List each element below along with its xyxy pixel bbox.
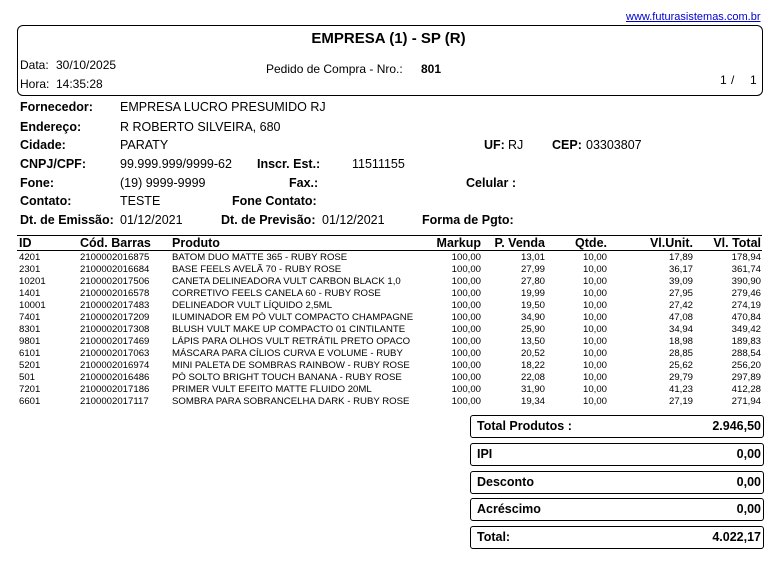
table-header-rule bbox=[17, 250, 762, 251]
cell-barcode: 2100002017506 bbox=[80, 276, 150, 287]
previsao-value: 01/12/2021 bbox=[322, 213, 385, 227]
cell-markup: 100,00 bbox=[451, 288, 481, 299]
ipi-box bbox=[470, 443, 764, 466]
cell-unit-value: 27,42 bbox=[668, 300, 693, 311]
cell-product: PRIMER VULT EFEITO MATTE FLUIDO 20ML bbox=[172, 384, 372, 395]
cell-unit-value: 25,62 bbox=[668, 360, 693, 371]
fornecedor-value: EMPRESA LUCRO PRESUMIDO RJ bbox=[120, 100, 326, 114]
fone-label: Fone: bbox=[20, 176, 55, 190]
cell-unit-value: 36,17 bbox=[668, 264, 693, 275]
cell-barcode: 2100002017469 bbox=[80, 336, 150, 347]
cell-sale-price: 34,90 bbox=[520, 312, 545, 323]
cell-barcode: 2100002017186 bbox=[80, 384, 150, 395]
cell-barcode: 2100002017209 bbox=[80, 312, 150, 323]
table-row bbox=[0, 252, 777, 264]
order-label: Pedido de Compra - Nro.: bbox=[266, 62, 403, 76]
cell-sale-price: 13,50 bbox=[520, 336, 545, 347]
cell-unit-value: 41,23 bbox=[668, 384, 693, 395]
fone-value: (19) 9999-9999 bbox=[120, 176, 206, 190]
cell-unit-value: 18,98 bbox=[668, 336, 693, 347]
total-geral-value: 4.022,17 bbox=[712, 530, 761, 544]
cell-sale-price: 31,90 bbox=[520, 384, 545, 395]
cell-id: 2301 bbox=[19, 264, 41, 275]
cell-id: 7401 bbox=[19, 312, 41, 323]
cell-total-value: 288,54 bbox=[731, 348, 761, 359]
cell-total-value: 178,94 bbox=[731, 252, 761, 263]
table-row bbox=[0, 288, 777, 300]
cell-total-value: 470,84 bbox=[731, 312, 761, 323]
cell-total-value: 390,90 bbox=[731, 276, 761, 287]
cell-unit-value: 47,08 bbox=[668, 312, 693, 323]
cell-markup: 100,00 bbox=[451, 384, 481, 395]
cell-qty: 10,00 bbox=[582, 252, 607, 263]
endereco-label: Endereço: bbox=[20, 120, 82, 134]
cell-id: 6101 bbox=[19, 348, 41, 359]
cell-qty: 10,00 bbox=[582, 324, 607, 335]
cell-barcode: 2100002016578 bbox=[80, 288, 150, 299]
cell-id: 10201 bbox=[19, 276, 46, 287]
time-value: 14:35:28 bbox=[56, 77, 103, 91]
uf-label: UF: bbox=[484, 138, 505, 152]
cell-unit-value: 34,94 bbox=[668, 324, 693, 335]
celular-label: Celular : bbox=[466, 176, 517, 190]
cell-qty: 10,00 bbox=[582, 300, 607, 311]
cell-barcode: 2100002016974 bbox=[80, 360, 150, 371]
cell-unit-value: 17,89 bbox=[668, 252, 693, 263]
cell-qty: 10,00 bbox=[582, 288, 607, 299]
cell-barcode: 2100002017483 bbox=[80, 300, 150, 311]
cell-total-value: 189,83 bbox=[731, 336, 761, 347]
cell-unit-value: 39,09 bbox=[668, 276, 693, 287]
cell-barcode: 2100002017308 bbox=[80, 324, 150, 335]
cell-markup: 100,00 bbox=[451, 348, 481, 359]
cell-product: BASE FEELS AVELÃ 70 - RUBY ROSE bbox=[172, 264, 342, 275]
cell-sale-price: 25,90 bbox=[520, 324, 545, 335]
cnpj-value: 99.999.999/9999-62 bbox=[120, 157, 232, 171]
acrescimo-value: 0,00 bbox=[736, 502, 761, 516]
table-row bbox=[0, 264, 777, 276]
order-number: 801 bbox=[421, 62, 442, 76]
cell-product: ILUMINADOR EM PÓ VULT COMPACTO CHAMPAGNE bbox=[172, 312, 414, 323]
desconto-box bbox=[470, 471, 764, 494]
cell-sale-price: 22,08 bbox=[520, 372, 545, 383]
page-current: 1 bbox=[720, 73, 727, 87]
cell-product: CORRETIVO FEELS CANELA 60 - RUBY ROSE bbox=[172, 288, 381, 299]
cell-barcode: 2100002017117 bbox=[80, 396, 149, 407]
cell-markup: 100,00 bbox=[451, 276, 481, 287]
cell-barcode: 2100002016875 bbox=[80, 252, 150, 263]
fone-contato-label: Fone Contato: bbox=[232, 194, 317, 208]
cell-id: 5201 bbox=[19, 360, 41, 371]
contato-value: TESTE bbox=[120, 194, 161, 208]
cell-markup: 100,00 bbox=[451, 264, 481, 275]
cell-total-value: 256,20 bbox=[731, 360, 761, 371]
inscr-est-value: 11511155 bbox=[352, 157, 405, 171]
cell-total-value: 361,74 bbox=[731, 264, 761, 275]
cell-markup: 100,00 bbox=[451, 372, 481, 383]
cell-product: PÓ SOLTO BRIGHT TOUCH BANANA - RUBY ROSE bbox=[172, 372, 402, 383]
previsao-label: Dt. de Previsão: bbox=[221, 213, 316, 227]
cell-id: 10001 bbox=[19, 300, 46, 311]
ipi-label: IPI bbox=[477, 447, 493, 461]
col-header-product: Produto bbox=[172, 236, 220, 250]
cell-markup: 100,00 bbox=[451, 396, 481, 407]
cell-id: 4201 bbox=[19, 252, 41, 263]
cell-markup: 100,00 bbox=[451, 336, 481, 347]
acrescimo-label: Acréscimo bbox=[477, 502, 541, 516]
emissao-label: Dt. de Emissão: bbox=[20, 213, 114, 227]
page-title: EMPRESA (1) - SP (R) bbox=[311, 30, 466, 47]
cell-unit-value: 27,95 bbox=[668, 288, 693, 299]
cell-unit-value: 27,19 bbox=[668, 396, 693, 407]
cell-markup: 100,00 bbox=[451, 324, 481, 335]
cell-qty: 10,00 bbox=[582, 264, 607, 275]
cidade-label: Cidade: bbox=[20, 138, 66, 152]
inscr-est-label: Inscr. Est.: bbox=[257, 157, 321, 171]
total-geral-label: Total: bbox=[477, 530, 511, 544]
cell-product: MÁSCARA PARA CÍLIOS CURVA E VOLUME - RUBY bbox=[172, 348, 403, 359]
cell-id: 501 bbox=[19, 372, 36, 383]
date-value: 30/10/2025 bbox=[56, 58, 117, 72]
cell-qty: 10,00 bbox=[582, 372, 607, 383]
fornecedor-label: Fornecedor: bbox=[20, 100, 93, 114]
cell-markup: 100,00 bbox=[451, 252, 481, 263]
col-header-sale-price: P. Venda bbox=[494, 236, 545, 250]
cell-sale-price: 27,99 bbox=[520, 264, 545, 275]
cell-sale-price: 18,22 bbox=[520, 360, 545, 371]
col-header-id: ID bbox=[19, 236, 32, 250]
col-header-barcode: Cód. Barras bbox=[80, 236, 151, 250]
forma-pgto-label: Forma de Pgto: bbox=[422, 213, 514, 227]
cell-total-value: 279,46 bbox=[731, 288, 761, 299]
table-row bbox=[0, 336, 777, 348]
cell-sale-price: 19,50 bbox=[520, 300, 545, 311]
table-row bbox=[0, 300, 777, 312]
website-link[interactable]: www.futurasistemas.com.br bbox=[626, 11, 761, 23]
total-geral-box bbox=[470, 526, 764, 549]
total-produtos-value: 2.946,50 bbox=[712, 419, 761, 433]
cell-total-value: 349,42 bbox=[731, 324, 761, 335]
cell-qty: 10,00 bbox=[582, 336, 607, 347]
cell-unit-value: 29,79 bbox=[668, 372, 693, 383]
cell-qty: 10,00 bbox=[582, 384, 607, 395]
cell-total-value: 297,89 bbox=[731, 372, 761, 383]
col-header-qty: Qtde. bbox=[575, 236, 607, 250]
page-total: 1 bbox=[750, 73, 757, 87]
cell-barcode: 2100002016486 bbox=[80, 372, 150, 383]
cell-product: SOMBRA PARA SOBRANCELHA DARK - RUBY ROSE bbox=[172, 396, 410, 407]
col-header-unit-value: Vl.Unit. bbox=[649, 236, 693, 250]
cell-sale-price: 27,80 bbox=[520, 276, 545, 287]
total-produtos-box bbox=[470, 415, 764, 438]
table-row bbox=[0, 276, 777, 288]
table-row bbox=[0, 372, 777, 384]
cell-product: LÁPIS PARA OLHOS VULT RETRÁTIL PRETO OPACO bbox=[172, 336, 411, 347]
cell-total-value: 271,94 bbox=[731, 396, 761, 407]
cep-value: 03303807 bbox=[586, 138, 642, 152]
table-row bbox=[0, 312, 777, 324]
cell-unit-value: 28,85 bbox=[668, 348, 693, 359]
acrescimo-box bbox=[470, 498, 764, 521]
cell-qty: 10,00 bbox=[582, 348, 607, 359]
cell-id: 6601 bbox=[19, 396, 41, 407]
emissao-value: 01/12/2021 bbox=[120, 213, 183, 227]
cell-total-value: 274,19 bbox=[731, 300, 761, 311]
cell-markup: 100,00 bbox=[451, 360, 481, 371]
table-row bbox=[0, 384, 777, 396]
endereco-value: R ROBERTO SILVEIRA, 680 bbox=[120, 120, 281, 134]
desconto-label: Desconto bbox=[477, 475, 534, 489]
table-row bbox=[0, 360, 777, 372]
cell-sale-price: 13,01 bbox=[520, 252, 545, 263]
cell-sale-price: 19,34 bbox=[520, 396, 545, 407]
total-produtos-label: Total Produtos : bbox=[477, 419, 572, 433]
cell-qty: 10,00 bbox=[582, 276, 607, 287]
table-row bbox=[0, 324, 777, 336]
cell-sale-price: 19,99 bbox=[520, 288, 545, 299]
cell-id: 9801 bbox=[19, 336, 41, 347]
cell-markup: 100,00 bbox=[451, 312, 481, 323]
cell-product: BLUSH VULT MAKE UP COMPACTO 01 CINTILANTE bbox=[172, 324, 406, 335]
cell-product: MINI PALETA DE SOMBRAS RAINBOW - RUBY ROSE bbox=[172, 360, 410, 371]
cell-total-value: 412,28 bbox=[731, 384, 761, 395]
cell-qty: 10,00 bbox=[582, 312, 607, 323]
cep-label: CEP: bbox=[552, 138, 582, 152]
col-header-markup: Markup bbox=[436, 236, 481, 250]
uf-value: RJ bbox=[508, 138, 524, 152]
date-label: Data: bbox=[20, 58, 49, 72]
cell-sale-price: 20,52 bbox=[520, 348, 545, 359]
page-separator: / bbox=[731, 73, 735, 87]
cell-product: BATOM DUO MATTE 365 - RUBY ROSE bbox=[172, 252, 348, 263]
cell-product: CANETA DELINEADORA VULT CARBON BLACK 1,0 bbox=[172, 276, 401, 287]
col-header-total-value: Vl. Total bbox=[713, 236, 761, 250]
desconto-value: 0,00 bbox=[736, 475, 761, 489]
cell-id: 1401 bbox=[19, 288, 41, 299]
cell-qty: 10,00 bbox=[582, 360, 607, 371]
cell-qty: 10,00 bbox=[582, 396, 607, 407]
table-row bbox=[0, 396, 777, 408]
cell-barcode: 2100002016684 bbox=[80, 264, 150, 275]
cell-product: DELINEADOR VULT LÍQUIDO 2,5ML bbox=[172, 300, 333, 311]
cnpj-label: CNPJ/CPF: bbox=[20, 157, 86, 171]
table-row bbox=[0, 348, 777, 360]
cidade-value: PARATY bbox=[120, 138, 169, 152]
cell-markup: 100,00 bbox=[451, 300, 481, 311]
cell-id: 8301 bbox=[19, 324, 41, 335]
cell-id: 7201 bbox=[19, 384, 41, 395]
fax-label: Fax.: bbox=[289, 176, 319, 190]
contato-label: Contato: bbox=[20, 194, 72, 208]
ipi-value: 0,00 bbox=[736, 447, 761, 461]
cell-barcode: 2100002017063 bbox=[80, 348, 150, 359]
time-label: Hora: bbox=[20, 77, 50, 91]
